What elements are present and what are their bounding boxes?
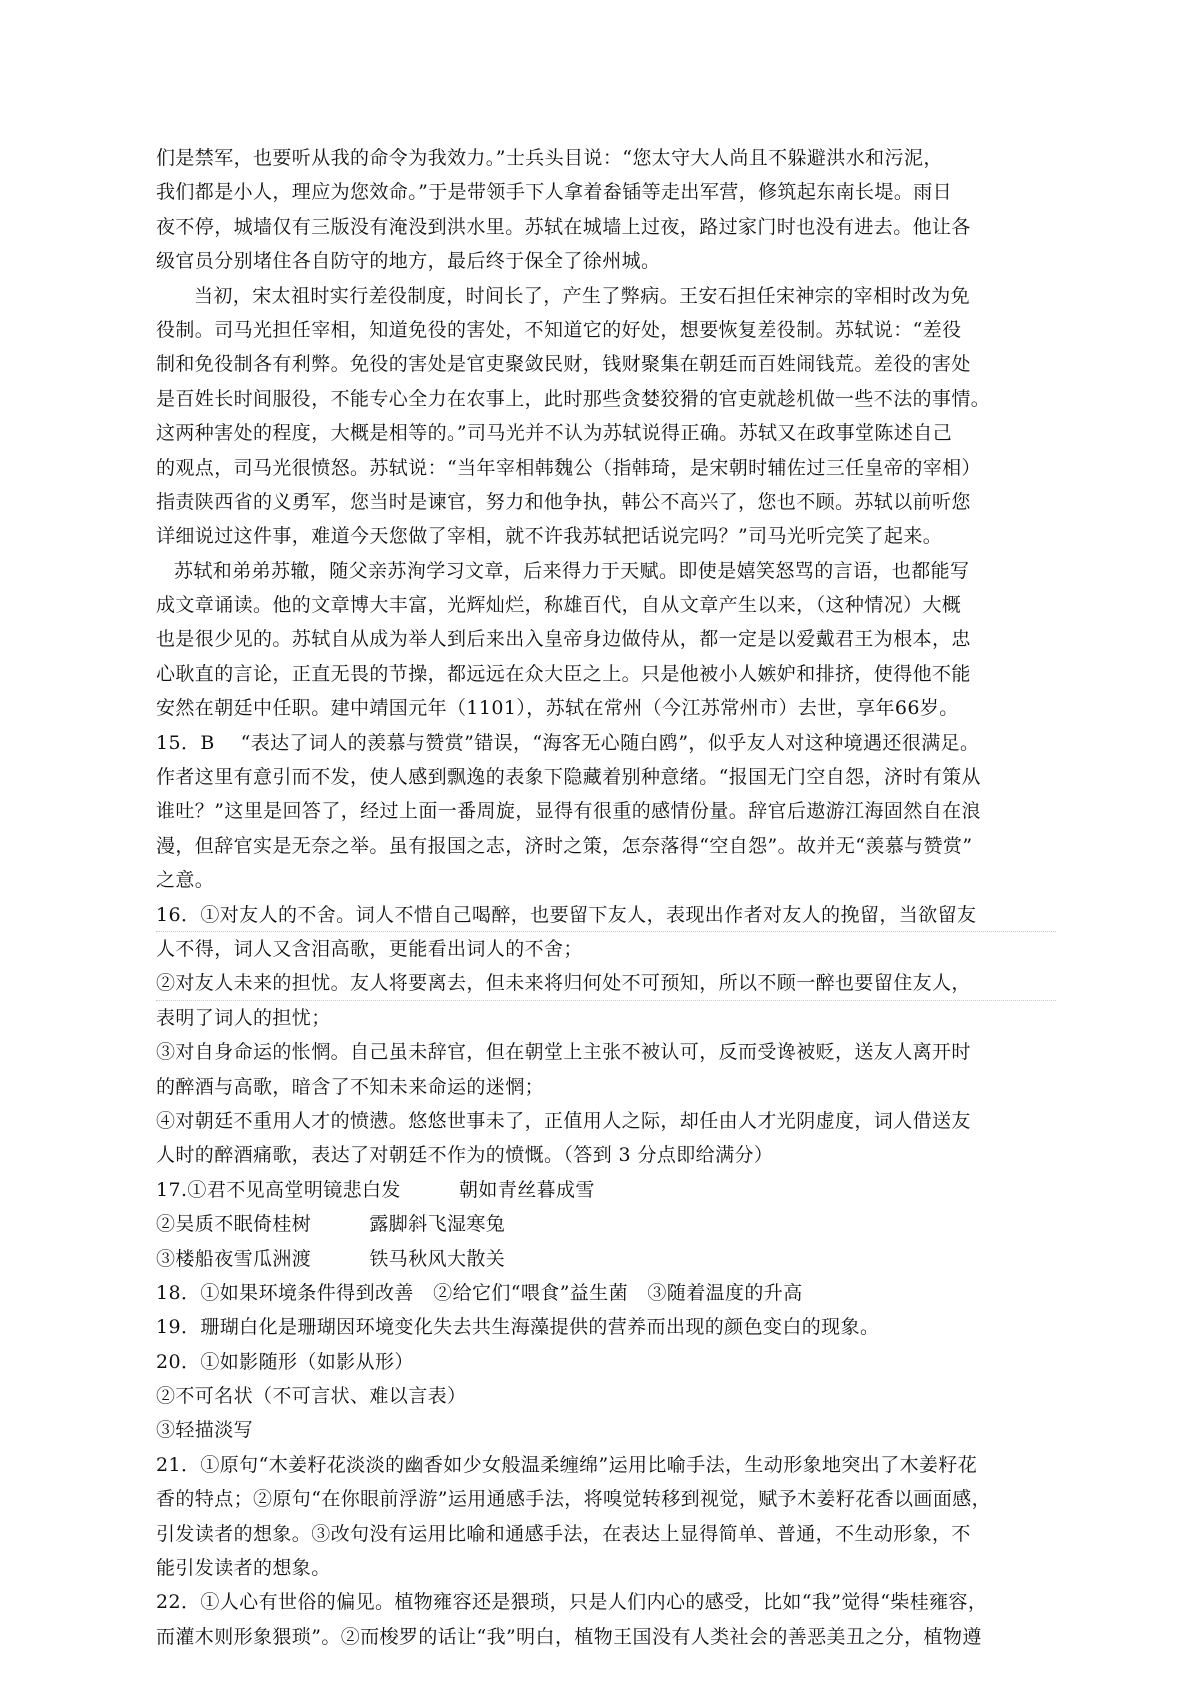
text-line: 级官员分别堵住各自防守的地方，最后终于保全了徐州城。 bbox=[156, 250, 661, 273]
text-line: 16．①对友人的不舍。词人不惜自己喝醉，也要留下友人，表现出作者对友人的挽留，当欲留友 bbox=[156, 898, 1056, 932]
text-line: 19．珊瑚白化是珊瑚因环境变化失去共生海藻提供的营养而出现的颜色变白的现象。 bbox=[156, 1316, 880, 1339]
text-line: 是百姓长时间服役，不能专心全力在农事上，此时那些贪婪狡猾的官吏就趁机做一些不法的事情。 bbox=[156, 387, 991, 410]
text-line: 22．①人心有世俗的偏见。植物雍容还是猥琐，只是人们内心的感受，比如“我”觉得“柴桂雍容， bbox=[156, 1591, 988, 1614]
text-line: 谁吐？”这里是回答了，经过上面一番周旋，显得有很重的感情份量。辞官后遨游江海固然自在浪 bbox=[156, 800, 981, 823]
text-line: 我们都是小人，理应为您效命。”于是带领手下人拿着畚锸等走出军营，修筑起东南长堤。雨日 bbox=[156, 181, 953, 204]
text-line: 18．①如果环境条件得到改善 ②给它们“喂食”益生菌 ③随着温度的升高 bbox=[156, 1281, 803, 1304]
text-line: 17.①君不见高堂明镜悲白发 朝如青丝暮成雪 bbox=[156, 1178, 595, 1201]
text-line: 20．①如影随形（如影从形） bbox=[156, 1350, 414, 1373]
text-line: 的醉酒与高歌，暗含了不知未来命运的迷惘； bbox=[156, 1075, 545, 1098]
text-line: 也是很少见的。苏轼自从成为举人到后来出入皇帝身边做侍从，都一定是以爱戴君王为根本，忠 bbox=[156, 628, 971, 651]
text-line: 21．①原句“木姜籽花淡淡的幽香如少女般温柔缠绵”运用比喻手法，生动形象地突出了木姜籽花 bbox=[156, 1453, 978, 1476]
text-line: 安然在朝廷中任职。建中靖国元年（1101），苏轼在常州（今江苏常州市）去世，享年66岁。 bbox=[156, 697, 959, 720]
text-line: 这两种害处的程度，大概是相等的。”司马光并不认为苏轼说得正确。苏轼又在政事堂陈述自己 bbox=[156, 422, 953, 445]
text-line: 而灌木则形象猥琐”。②而梭罗的话让“我”明白，植物王国没有人类社会的善恶美丑之分，植物遵 bbox=[156, 1625, 982, 1648]
text-line: ②吴质不眠倚桂树 露脚斜飞湿寒兔 bbox=[156, 1213, 506, 1236]
text-line: ②对友人未来的担忧。友人将要离去，但未来将归何处不可预知，所以不顾一醉也要留住友人， bbox=[156, 966, 1056, 1000]
text-line: 的观点，司马光很愤怒。苏轼说：“当年宰相韩魏公（指韩琦，是宋朝时辅佐过三任皇帝的宰相） bbox=[156, 456, 981, 479]
text-line: ③楼船夜雪瓜洲渡 铁马秋风大散关 bbox=[156, 1247, 506, 1270]
text-line: ④对朝廷不重用人才的愤懑。悠悠世事未了，正值用人之际，却任由人才光阴虚度，词人借送友 bbox=[156, 1109, 971, 1132]
text-line: 漫，但辞官实是无奈之举。虽有报国之志，济时之策，怎奈落得“空自怨”。故并无“羡慕与赞赏” bbox=[156, 834, 973, 857]
text-line: ③对自身命运的怅惘。自己虽未辞官，但在朝堂上主张不被认可，反而受谗被贬，送友人离开时 bbox=[156, 1041, 971, 1064]
text-line: ③轻描淡写 bbox=[156, 1419, 254, 1442]
text-line: 苏轼和弟弟苏辙，随父亲苏洵学习文章，后来得力于天赋。即使是嬉笑怒骂的言语，也都能写 bbox=[174, 559, 970, 582]
text-line: 详细说过这件事，难道今天您做了宰相，就不许我苏轼把话说完吗？”司马光听完笑了起来。 bbox=[156, 525, 943, 548]
text-line: 夜不停，城墙仅有三版没有淹没到洪水里。苏轼在城墙上过夜，路过家门时也没有进去。他让各 bbox=[156, 215, 971, 238]
text-line: 制和免役制各有利弊。免役的害处是官吏聚敛民财，钱财聚集在朝廷而百姓闹钱荒。差役的害处 bbox=[156, 353, 971, 376]
text-line: 能引发读者的想象。 bbox=[156, 1557, 331, 1580]
text-line: 引发读者的想象。③改句没有运用比喻和通感手法，在表达上显得简单、普通，不生动形象，不 bbox=[156, 1522, 971, 1545]
text-line: 15．B “表达了词人的羡慕与赞赏”错误，“海客无心随白鸥”，似乎友人对这种境遇还很满足。 bbox=[156, 731, 980, 754]
text-line: 之意。 bbox=[156, 869, 215, 892]
answer-text-block bbox=[156, 141, 1056, 1654]
text-line: 心耿直的言论，正直无畏的节操，都远远在众大臣之上。只是他被小人嫉妒和排挤，使得他不能 bbox=[156, 662, 971, 685]
text-line: 表明了词人的担忧； bbox=[156, 1006, 331, 1029]
text-line: 指责陕西省的义勇军，您当时是谏官，努力和他争执，韩公不高兴了，您也不顾。苏轼以前听您 bbox=[156, 490, 971, 513]
text-line: 人不得，词人又含泪高歌，更能看出词人的不舍； bbox=[156, 937, 583, 960]
text-line: 成文章诵读。他的文章博大丰富，光辉灿烂，称雄百代，自从文章产生以来，（这种情况）大概 bbox=[156, 594, 962, 617]
text-line: 们是禁军，也要听从我的命令为我效力。”士兵头目说：“您太守大人尚且不躲避洪水和污泥， bbox=[156, 147, 943, 169]
text-line: 作者这里有意引而不发，使人感到飘逸的表象下隐藏着别种意绪。“报国无门空自怨，济时有策从 bbox=[156, 766, 981, 789]
text-line: 人时的醉酒痛歌，表达了对朝廷不作为的愤慨。（答到 3 分点即给满分） bbox=[156, 1144, 774, 1167]
text-line: 役制。司马光担任宰相，知道免役的害处，不知道它的好处，想要恢复差役制。苏轼说：“差役 bbox=[156, 318, 962, 341]
text-line: ②不可名状（不可言状、难以言表） bbox=[156, 1385, 467, 1408]
text-line: 香的特点；②原句“在你眼前浮游”运用通感手法，将嗅觉转移到视觉，赋予木姜籽花香以画面感， bbox=[156, 1488, 992, 1511]
text-line: 当初，宋太祖时实行差役制度，时间长了，产生了弊病。王安石担任宋神宗的宰相时改为免 bbox=[194, 284, 971, 307]
